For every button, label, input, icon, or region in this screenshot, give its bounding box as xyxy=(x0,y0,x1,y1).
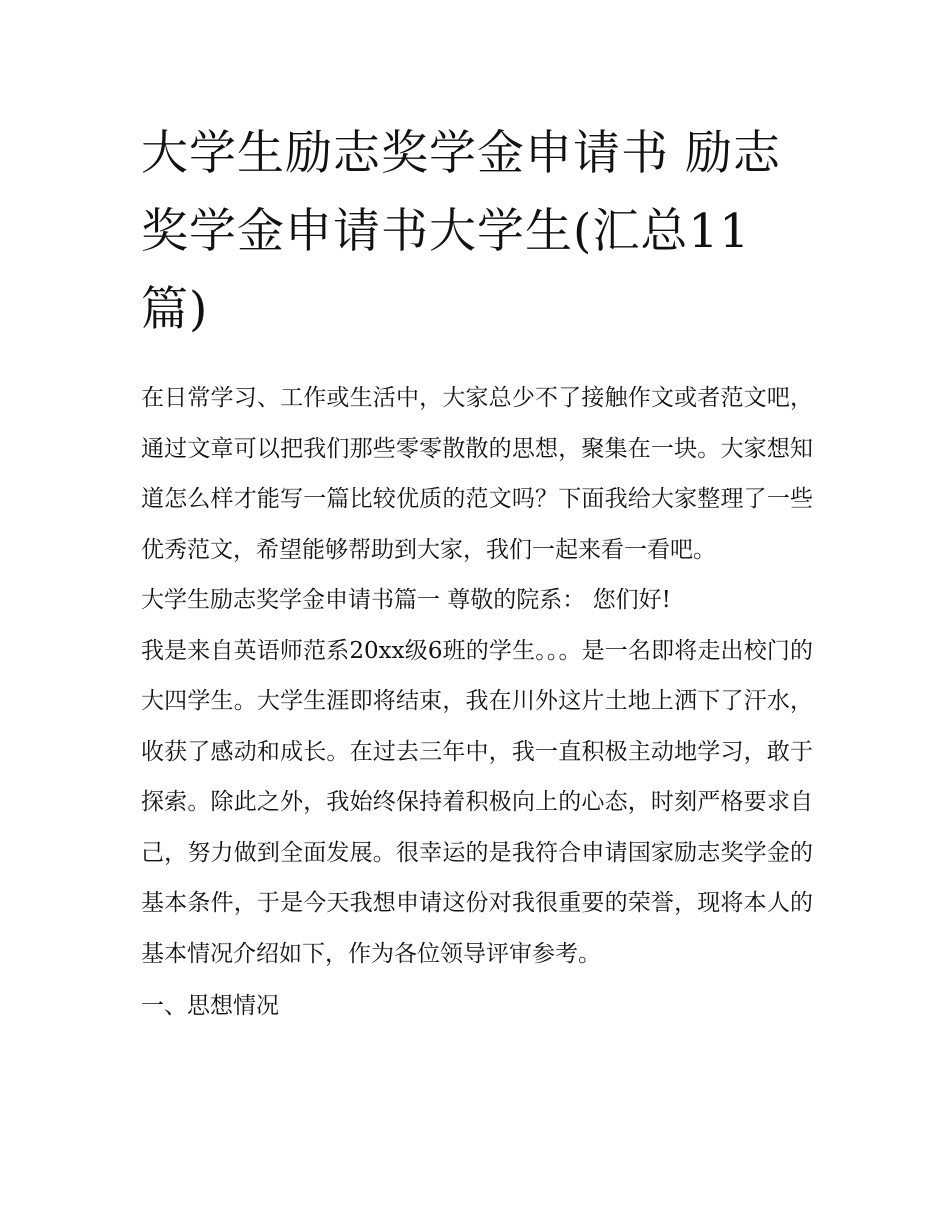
salutation-paragraph: 大学生励志奖学金申请书篇一 尊敬的院系： 您们好! xyxy=(141,587,671,613)
intro-paragraph: 在日常学习、工作或生活中，大家总少不了接触作文或者范文吧，通过文章可以把我们那些零零散散的思想，聚集在一块。大家想知道怎么样才能写一篇比较优质的范文吗？下面我给大家整理了一些优秀范文，希望能够帮助到大家，我们一起来看一看吧。 xyxy=(141,385,813,563)
body-paragraph: 我是来自英语师范系20xx级6班的学生。。。是一名即将走出校门的大四学生。大学生涯即将结束，我在川外这片土地上洒下了汗水，收获了感动和成长。在过去三年中，我一直积极主动地学习，敢于探索。除此之外，我始终保持着积极向上的心态，时刻严格要求自己，努力做到全面发展。很幸运的是我符合申请国家励志奖学金的基本条件，于是今天我想申请这份对我很重要的荣誉，现将本人的基本情况介绍如下，作为各位领导评审参考。 xyxy=(141,637,813,967)
document-page xyxy=(141,115,813,1032)
section-heading: 一、思想情况 xyxy=(141,993,279,1019)
document-title: 大学生励志奖学金申请书 励志奖学金申请书大学生(汇总11篇) xyxy=(141,126,781,337)
